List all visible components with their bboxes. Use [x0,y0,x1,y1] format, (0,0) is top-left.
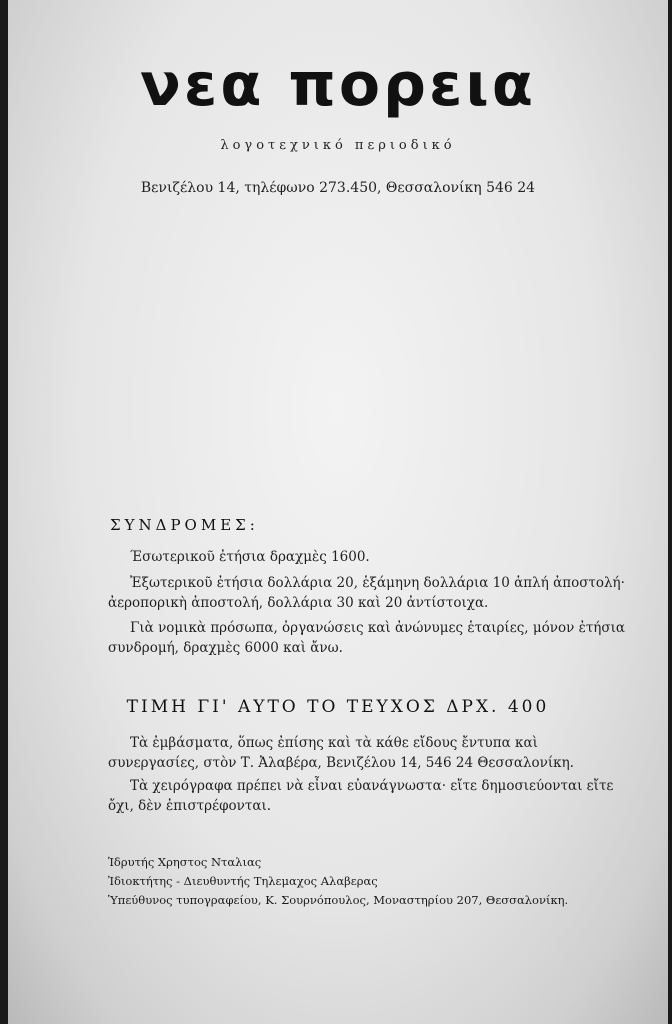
issue-price-heading: ΤΙΜΗ ΓΙ' ΑΥΤΟ ΤΟ ΤΕΥΧΟΣ ΔΡΧ. 400 [126,697,550,717]
payments-note: Τὰ ἐμβάσματα, ὅπως ἐπίσης καὶ τὰ κάθε εἴδους ἔντυπα καὶ συνεργασίες, στὸν Τ. Ἀλαβέρα, Βενιζέλου 14, 546 24 Θεσσαλονίκη. [108,735,574,771]
subscription-foreign: Ἐξωτερικοῦ ἐτήσια δολλάρια 20, ἑξάμηνη δολλάρια 10 ἁπλή ἀποστολή· ἀεροπορικὴ ἀποστολή, δολλάρια 30 καὶ 20 ἀντίστοιχα. [108,575,625,611]
masthead-title: νεα πορεια [139,50,536,120]
subscription-domestic: Έσωτερικοῦ ἐτήσια δραχμὲς 1600. [130,549,370,565]
manuscripts-note: Τὰ χειρόγραφα πρέπει νὰ εἶναι εὐανάγνωστα· εἴτε δημοσιεύονται εἴτε ὄχι, δὲν ἐπιστρέφονται. [108,778,614,814]
magazine-page [8,0,668,1024]
masthead-address: Βενιζέλου 14, τηλέφωνο 273.450, Θεσσαλονίκη 546 24 [140,180,536,196]
subscription-organizations: Γιὰ νομικὰ πρόσωπα, ὀργανώσεις καὶ ἀνώνυμες ἑταιρίες, μόνον ἐτήσια συνδρομή, δραχμὲς 6000 καὶ ἄνω. [108,620,626,656]
subscriptions-heading: ΣΥΝΔΡΟΜΕΣ: [110,516,259,534]
credit-founder: Ἱδρυτής Χρηστος Νταλιας [108,855,262,869]
credit-owner-director: Ἰδιοκτήτης - Διευθυντής Τηλεμαχος Αλαβερας [108,874,378,888]
masthead-subtitle: λογοτεχνικό περιοδικό [220,138,456,153]
credit-printer: Ὑπεύθυνος τυπογραφείου, Κ. Σουρνόπουλος, Μοναστηρίου 207, Θεσσαλονίκη. [108,893,569,907]
